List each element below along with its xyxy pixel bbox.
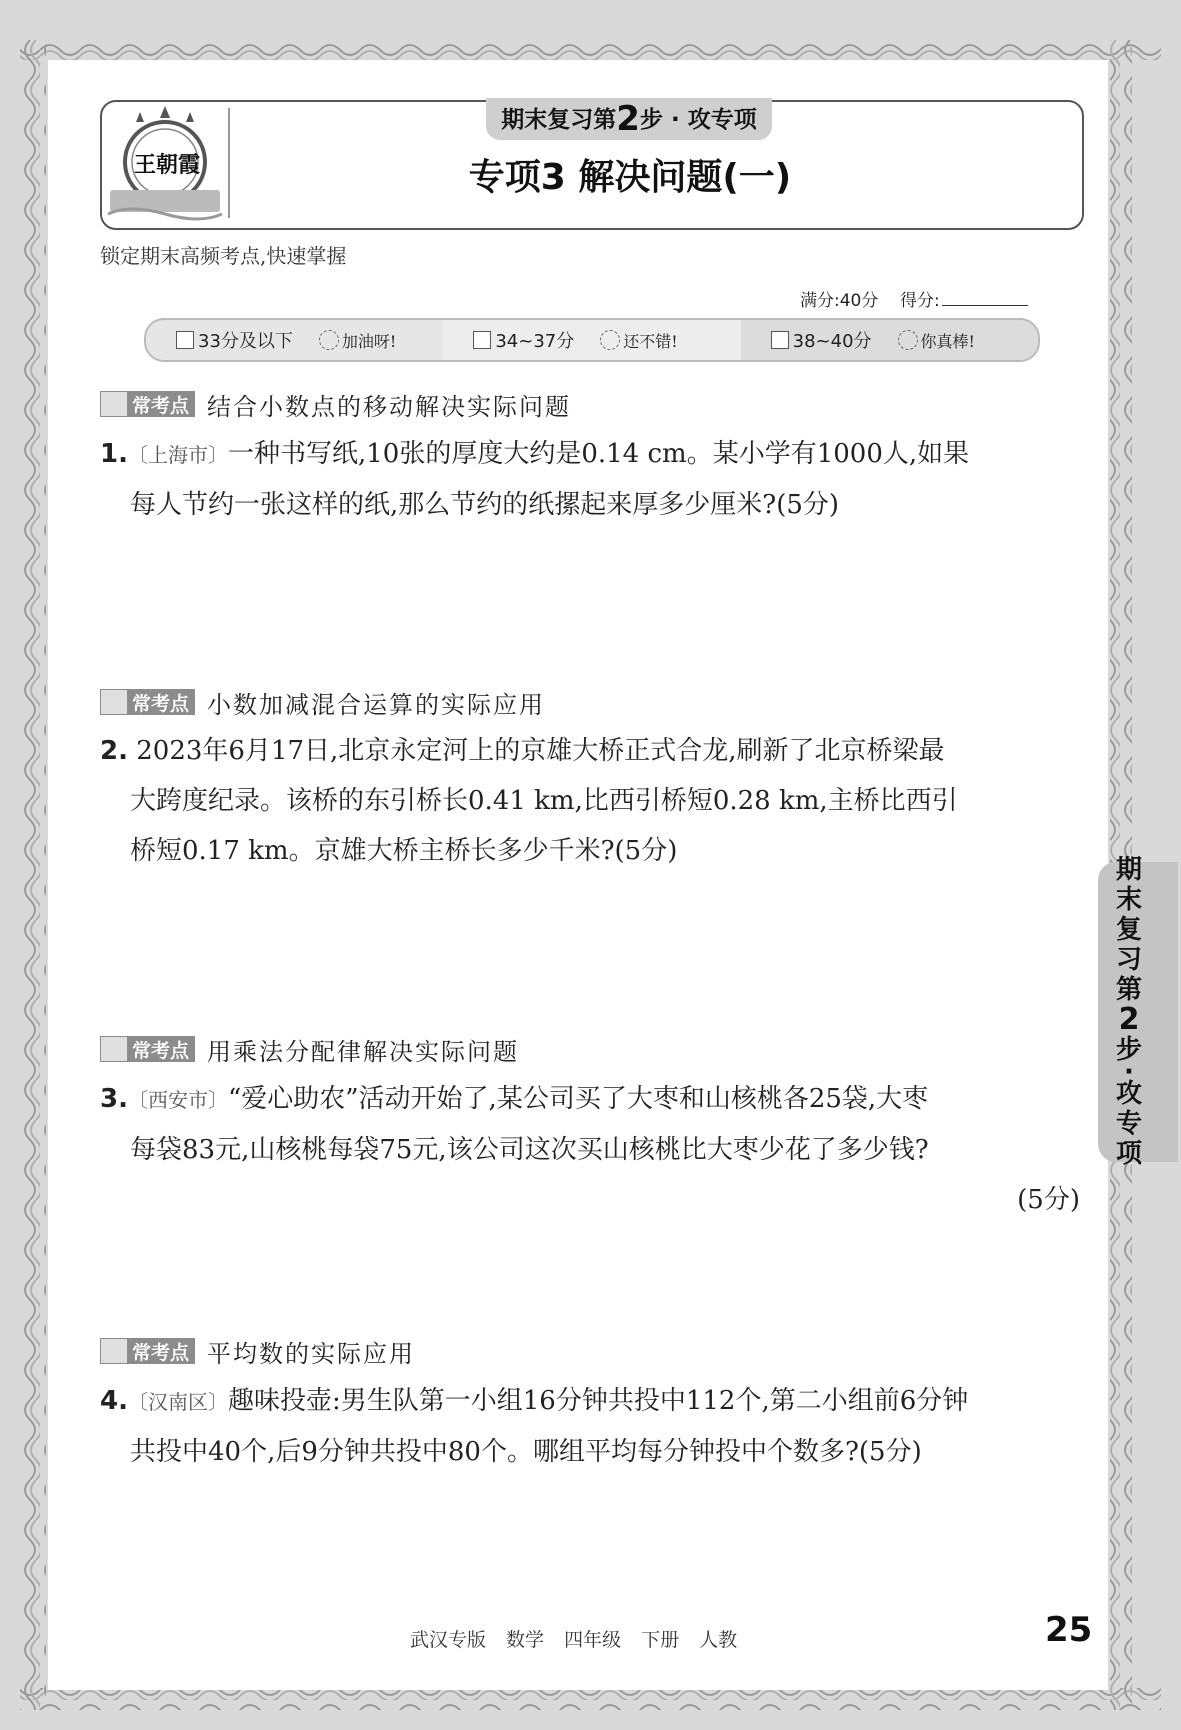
tag-badge: [100, 1036, 195, 1062]
question-source: 〔西安市〕: [127, 1088, 228, 1112]
question-number: 1.: [100, 439, 128, 469]
side-tab-char: 专: [1115, 1109, 1142, 1139]
tag-text: 常考点: [132, 394, 190, 417]
topic-label: 平均数的实际应用: [207, 1339, 416, 1368]
logo-text: 王朝霞: [133, 152, 200, 178]
waves-icon: [100, 1036, 128, 1062]
question-text: 每袋83元,山核桃每袋75元,该公司这次买山核桃比大枣少花了多少钱?: [130, 1135, 929, 1165]
rating-message: 加油呀!: [341, 331, 397, 351]
rating-checkbox[interactable]: [473, 331, 491, 349]
face-icon: [600, 330, 620, 350]
question-number: 4.: [100, 1386, 128, 1416]
step-banner-suffix: 步 · 攻专项: [639, 107, 757, 133]
rating-option: [443, 320, 740, 360]
question-1: [100, 429, 1080, 530]
side-tab-char: 攻: [1115, 1079, 1142, 1109]
waves-icon: [100, 1338, 128, 1364]
score-line: [800, 286, 1028, 311]
question-number: 3.: [100, 1084, 128, 1114]
face-icon: [319, 330, 339, 350]
tag-badge: [100, 391, 195, 417]
topic-tag: [100, 390, 572, 421]
side-tab-char: 项: [1115, 1139, 1142, 1169]
question-text: 每人节约一张这样的纸,那么节约的纸摞起来厚多少厘米?(5分): [130, 490, 840, 520]
waves-icon: [100, 689, 128, 715]
rating-range: 34~37分: [495, 331, 575, 352]
self-rating-bar: [144, 318, 1040, 362]
step-banner-number: 2: [616, 99, 640, 139]
question-source: 〔上海市〕: [127, 443, 228, 467]
question-text: 趣味投壶:男生队第一小组16分钟共投中112个,第二小组前6分钟: [227, 1386, 969, 1416]
rating-range: 38~40分: [792, 331, 872, 352]
question-text: “爱心助农”活动开始了,某公司买了大枣和山核桃各25袋,大枣: [227, 1084, 929, 1114]
rating-option: [741, 320, 1038, 360]
side-tab-char: 步: [1115, 1035, 1142, 1065]
tag-text: 常考点: [132, 1039, 190, 1062]
score-label: 得分:: [899, 291, 940, 311]
face-icon: [898, 330, 918, 350]
side-tab-char: 第: [1115, 975, 1142, 1005]
side-section-tab[interactable]: [1098, 855, 1178, 1169]
side-tab-char: 复: [1115, 915, 1142, 945]
question-2: [100, 726, 1080, 876]
side-tab-char: 习: [1115, 945, 1142, 975]
rating-checkbox[interactable]: [771, 331, 789, 349]
tag-text: 常考点: [132, 1341, 190, 1364]
step-banner-prefix: 期末复习第: [501, 107, 617, 133]
tag-badge: [100, 689, 195, 715]
question-source: 〔汉南区〕: [127, 1390, 228, 1414]
side-tab-char: 2: [1118, 1002, 1140, 1037]
question-3: [100, 1074, 1080, 1225]
tag-text: 常考点: [132, 692, 190, 715]
question-points: (5分): [1017, 1185, 1080, 1215]
topic-label: 用乘法分配律解决实际问题: [207, 1037, 520, 1066]
side-tab-char: ·: [1124, 1057, 1134, 1087]
logo-divider: [228, 108, 230, 218]
page-title: 专项3 解决问题(一): [468, 157, 792, 198]
footer-info: 武汉专版 数学 四年级 下册 人教: [410, 1629, 738, 1651]
topic-tag: [100, 1337, 416, 1368]
rating-option: [146, 320, 443, 360]
tag-badge: [100, 1338, 195, 1364]
topic-label: 结合小数点的移动解决实际问题: [207, 392, 572, 421]
side-tab-char: 期: [1115, 855, 1142, 885]
question-text: 共投中40个,后9分钟共投中80个。哪组平均每分钟投中个数多?(5分): [130, 1437, 922, 1467]
topic-tag: [100, 1035, 520, 1066]
rating-checkbox[interactable]: [176, 331, 194, 349]
side-tab-char: 末: [1115, 885, 1142, 915]
question-text: 一种书写纸,10张的厚度大约是0.14 cm。某小学有1000人,如果: [227, 439, 970, 469]
question-number: 2.: [100, 736, 128, 766]
topic-tag: [100, 688, 546, 719]
topic-label: 小数加减混合运算的实际应用: [207, 690, 546, 719]
rating-message: 还不错!: [623, 331, 678, 351]
question-text: 2023年6月17日,北京永定河上的京雄大桥正式合龙,刷新了北京桥梁最: [136, 736, 945, 766]
question-text: 大跨度纪录。该桥的东引桥长0.41 km,比西引桥短0.28 km,主桥比西引: [130, 786, 958, 816]
score-blank: [942, 305, 1028, 306]
page-number: 25: [1045, 1610, 1093, 1650]
waves-icon: [100, 391, 128, 417]
page-subtitle: 锁定期末高频考点,快速掌握: [100, 244, 347, 268]
full-score-label: 满分:40分: [800, 291, 879, 311]
rating-range: 33分及以下: [198, 331, 293, 352]
rating-message: 你真棒!: [920, 331, 975, 351]
step-banner: [486, 98, 772, 140]
question-text: 桥短0.17 km。京雄大桥主桥长多少千米?(5分): [130, 836, 678, 866]
question-4: [100, 1376, 1080, 1477]
